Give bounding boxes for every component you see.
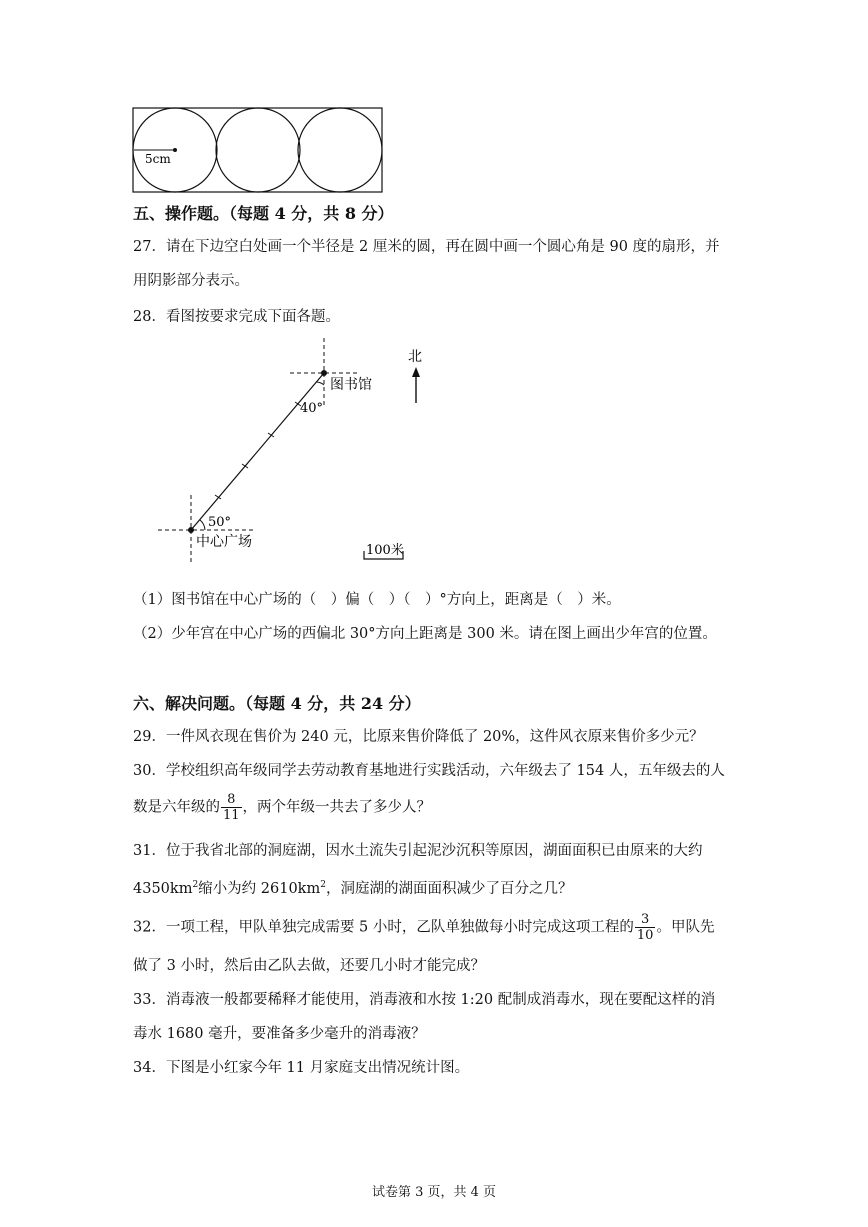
map-figure <box>150 335 450 570</box>
q31-area-new: 缩小为约 2610km <box>198 880 321 897</box>
q32-fraction <box>635 912 656 943</box>
q32-line1-after: 。甲队先 <box>656 919 715 936</box>
section5-heading: 五、操作题。（每题 4 分，共 8 分） <box>133 204 394 223</box>
center-label: 中心广场 <box>196 534 252 550</box>
q30-line2-after: ，两个年级一共去了多少人？ <box>242 799 432 816</box>
q31-sup-1: 2 <box>192 880 199 890</box>
q32-line1-before: 32．一项工程，甲队单独完成需要 5 小时，乙队单独做每小时完成这项工程的 <box>133 919 634 936</box>
q32-line2: 做了 3 小时，然后由乙队去做，还要几小时才能完成？ <box>133 958 485 974</box>
q31-line1: 31．位于我省北部的洞庭湖，因水土流失引起泥沙沉积等原因，湖面面积已由原来的大约 <box>133 843 703 859</box>
path-line <box>191 373 324 530</box>
north-label: 北 <box>408 349 422 365</box>
library-angle-label: 40° <box>300 401 324 416</box>
section6-heading: 六、解决问题。（每题 4 分，共 24 分） <box>133 694 421 713</box>
center-angle-arc <box>200 520 205 530</box>
q27-line2: 用阴影部分表示。 <box>133 273 249 289</box>
center-point <box>188 527 194 533</box>
q31-line2 <box>133 875 572 899</box>
q28-sub1: （1）图书馆在中心广场的（ ）偏（ ）（ ）°方向上，距离是（ ）米。 <box>133 592 621 608</box>
q30-frac-den: 11 <box>223 808 240 823</box>
q31-area-original: 4350km <box>133 880 193 897</box>
q30-line2 <box>133 792 431 823</box>
q32-frac-num: 3 <box>635 912 656 928</box>
library-label: 图书馆 <box>330 377 372 393</box>
q31-sup-2: 2 <box>320 880 326 890</box>
q27-line1: 27．请在下边空白处画一个半径是 2 厘米的圆，再在圆中画一个圆心角是 90 度的扇形，并 <box>133 239 720 255</box>
q32-line1 <box>133 912 714 943</box>
library-angle-arc <box>316 382 324 385</box>
q34: 34．下图是小红家今年 11 月家庭支出情况统计图。 <box>133 1060 470 1076</box>
circle-center-dot <box>173 148 177 152</box>
q30-frac-num: 8 <box>221 792 242 808</box>
page-footer: 试卷第 3 页，共 4 页 <box>371 1185 497 1200</box>
three-circles-figure <box>128 104 388 196</box>
q33-line1: 33．消毒液一般都要稀释才能使用，消毒液和水按 1:20 配制成消毒水，现在要配这样的消 <box>133 992 716 1008</box>
q28-title: 28．看图按要求完成下面各题。 <box>133 309 340 325</box>
radius-label: 5cm <box>145 152 171 166</box>
q33-line2: 毒水 1680 毫升，要准备多少毫升的消毒液？ <box>133 1026 426 1042</box>
north-arrow-head <box>412 367 420 377</box>
q31-question: ，洞庭湖的湖面面积减少了百分之几？ <box>325 880 573 897</box>
scale-label: 100米 <box>366 543 404 558</box>
q28-sub2: （2）少年宫在中心广场的西偏北 30°方向上距离是 300 米。请在图上画出少年宫的位置。 <box>133 626 717 642</box>
center-angle-label: 50° <box>208 515 232 530</box>
q30-fraction <box>221 792 242 823</box>
q32-frac-den: 10 <box>636 928 654 943</box>
q30-line2-before: 数是六年级的 <box>133 799 220 816</box>
q30-line1: 30．学校组织高年级同学去劳动教育基地进行实践活动，六年级去了 154 人，五年级去的人 <box>133 763 725 779</box>
q29: 29．一件风衣现在售价为 240 元，比原来售价降低了 20%，这件风衣原来售价多少元？ <box>133 729 704 745</box>
circle-2 <box>216 108 300 192</box>
circle-3 <box>298 108 382 192</box>
